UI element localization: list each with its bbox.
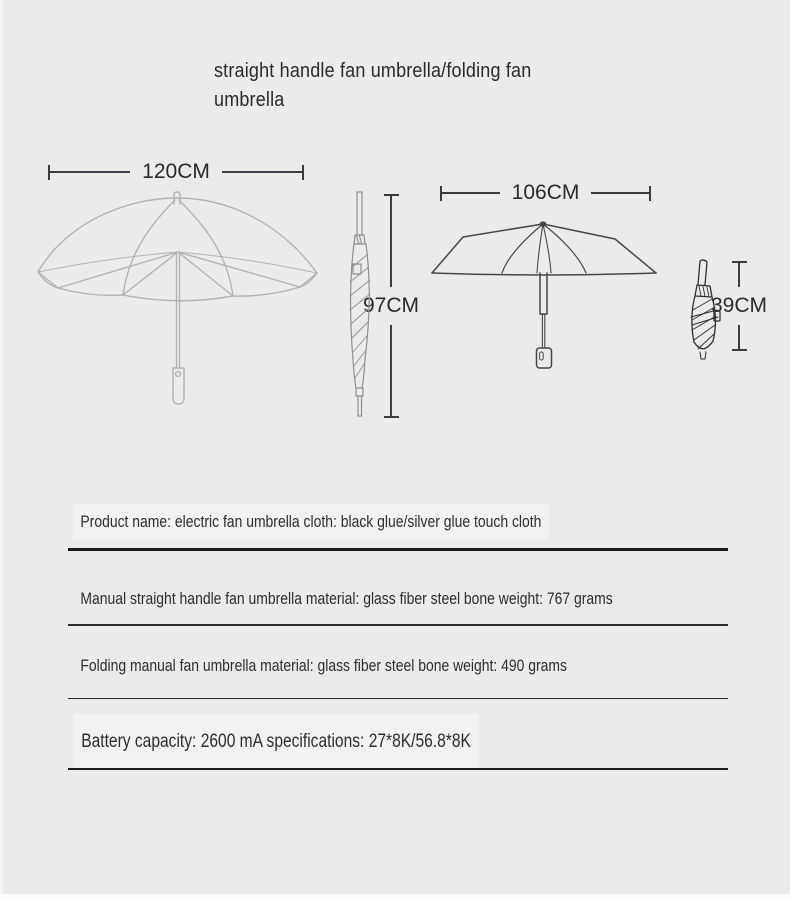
measure-straight-open-width (48, 160, 304, 183)
measure-line (50, 171, 130, 173)
measure-label-120cm: 120CM (142, 160, 210, 183)
spec-text-battery: Battery capacity: 2600 mA specifications: 27*8K/56.8*8K (73, 714, 479, 770)
separator-line (68, 768, 728, 770)
left-edge-strip (0, 0, 3, 899)
measure-end-tick (302, 165, 304, 180)
measure-line (738, 263, 740, 287)
umbrella-open-icon (27, 190, 320, 415)
measure-line (591, 192, 649, 194)
separator-line (68, 698, 728, 699)
spec-text-product-name: Product name: electric fan umbrella cloth: black glue/silver glue touch cloth (73, 504, 549, 540)
umbrella-folded-icon (686, 255, 726, 360)
bottom-edge-strip (0, 894, 790, 899)
spec-row-folding-material (73, 648, 753, 684)
measure-end-tick (732, 349, 747, 351)
measure-line (390, 325, 392, 416)
measure-end-tick (649, 186, 651, 201)
separator-line (68, 624, 728, 626)
spec-row-battery (73, 714, 753, 770)
folding-umbrella-closed-illustration (686, 255, 726, 360)
umbrella-closed-icon (345, 190, 377, 418)
page-title: straight handle fan umbrella/folding fan umbrella (214, 60, 532, 111)
spec-text-folding-material: Folding manual fan umbrella material: glass fiber steel bone weight: 490 grams (80, 656, 567, 675)
measure-line (222, 171, 302, 173)
spec-row-product-name (73, 504, 753, 540)
measure-label-97cm: 97CM (362, 294, 420, 317)
umbrella-folding-open-icon (430, 218, 658, 370)
measure-label-106cm: 106CM (511, 181, 580, 204)
straight-umbrella-open-illustration (27, 190, 320, 415)
measure-line (442, 192, 500, 194)
measure-line (390, 196, 392, 287)
measure-folding-open-width (440, 181, 651, 204)
spec-row-straight-material (73, 581, 753, 617)
folding-umbrella-open-illustration (430, 218, 658, 370)
separator-line (68, 548, 728, 551)
measure-label-39cm: 39CM (710, 294, 768, 317)
measure-line (738, 325, 740, 349)
spec-text-straight-material: Manual straight handle fan umbrella material: glass fiber steel bone weight: 767 grams (80, 589, 613, 608)
measure-end-tick (384, 416, 399, 418)
straight-umbrella-closed-illustration (345, 190, 377, 418)
